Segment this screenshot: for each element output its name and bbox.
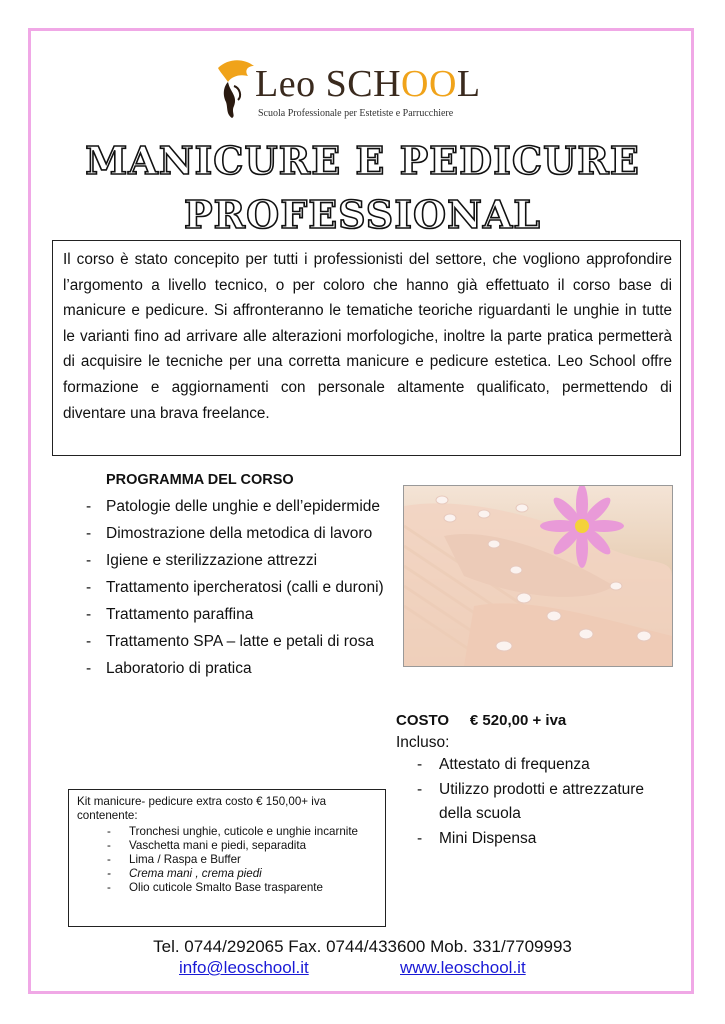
list-item: - Trattamento paraffina: [84, 602, 384, 627]
logo-subtitle: Scuola Professionale per Estetiste e Parrucchiere: [258, 108, 454, 119]
list-item: - Dimostrazione della metodica di lavoro: [84, 521, 384, 546]
list-item: - Lima / Raspa e Buffer: [77, 853, 377, 867]
kit-list: [77, 825, 377, 895]
cost-line: COSTO € 520,00 + iva: [396, 712, 567, 729]
list-item: - Crema mani , crema piedi: [77, 867, 377, 881]
list-item: - Tronchesi unghie, cuticole e unghie incarnite: [77, 825, 377, 839]
list-item: - Mini Dispensa: [417, 827, 677, 851]
included-list: [417, 753, 677, 852]
lion-head-icon: [214, 56, 260, 120]
phone-line: Tel. 0744/292065 Fax. 0744/433600 Mob. 331/7709993: [153, 937, 572, 956]
intro-box: Il corso è stato concepito per tutti i professionisti del settore, che vogliono approfondire l’argomento a livello tecnico, o per coloro che hanno già effettuato il corso base di manicure e pedicure. Si affronteranno le tematiche teoriche riguardanti le unghie in tutte le varianti fino ad arrivare alle alterazioni morfologiche, inoltre la parte pratica permetterà di acquisire le tecniche per una corretta manicure e pedicure estetica. Leo School offre formazione e aggiornamenti con personale altamente qualificato, permettendo di diventare una brava freelance.: [52, 240, 681, 456]
included-label: Incluso:: [396, 734, 450, 751]
list-item: - Vaschetta mani e piedi, separadita: [77, 839, 377, 853]
page-title-line2: PROFESSIONAL: [183, 192, 542, 237]
website-link[interactable]: www.leoschool.it: [400, 958, 526, 977]
list-item: - Patologie delle unghie e dell’epidermide: [84, 494, 384, 519]
list-item: - Utilizzo prodotti e attrezzature della scuola: [417, 778, 677, 826]
list-item: - Trattamento SPA – latte e petali di rosa: [84, 629, 384, 654]
list-item: - Attestato di frequenza: [417, 753, 677, 777]
programma-heading: PROGRAMMA DEL CORSO: [106, 472, 294, 488]
kit-intro: Kit manicure- pedicure extra costo € 150,00+ iva contenente:: [77, 795, 327, 822]
logo-wordmark: Leo SCHOOL: [255, 63, 481, 105]
programma-list: [84, 494, 384, 683]
list-item: - Igiene e sterilizzazione attrezzi: [84, 548, 384, 573]
list-item: - Laboratorio di pratica: [84, 656, 384, 681]
manicure-photo: [403, 485, 673, 667]
page-title-line1: MANICURE E PEDICURE: [85, 138, 640, 183]
list-item: - Olio cuticole Smalto Base trasparente: [77, 881, 377, 895]
leo-school-logo: [214, 56, 514, 126]
email-link[interactable]: info@leoschool.it: [179, 958, 309, 977]
list-item: - Trattamento ipercheratosi (calli e duroni): [84, 575, 384, 600]
kit-box: [68, 789, 386, 927]
